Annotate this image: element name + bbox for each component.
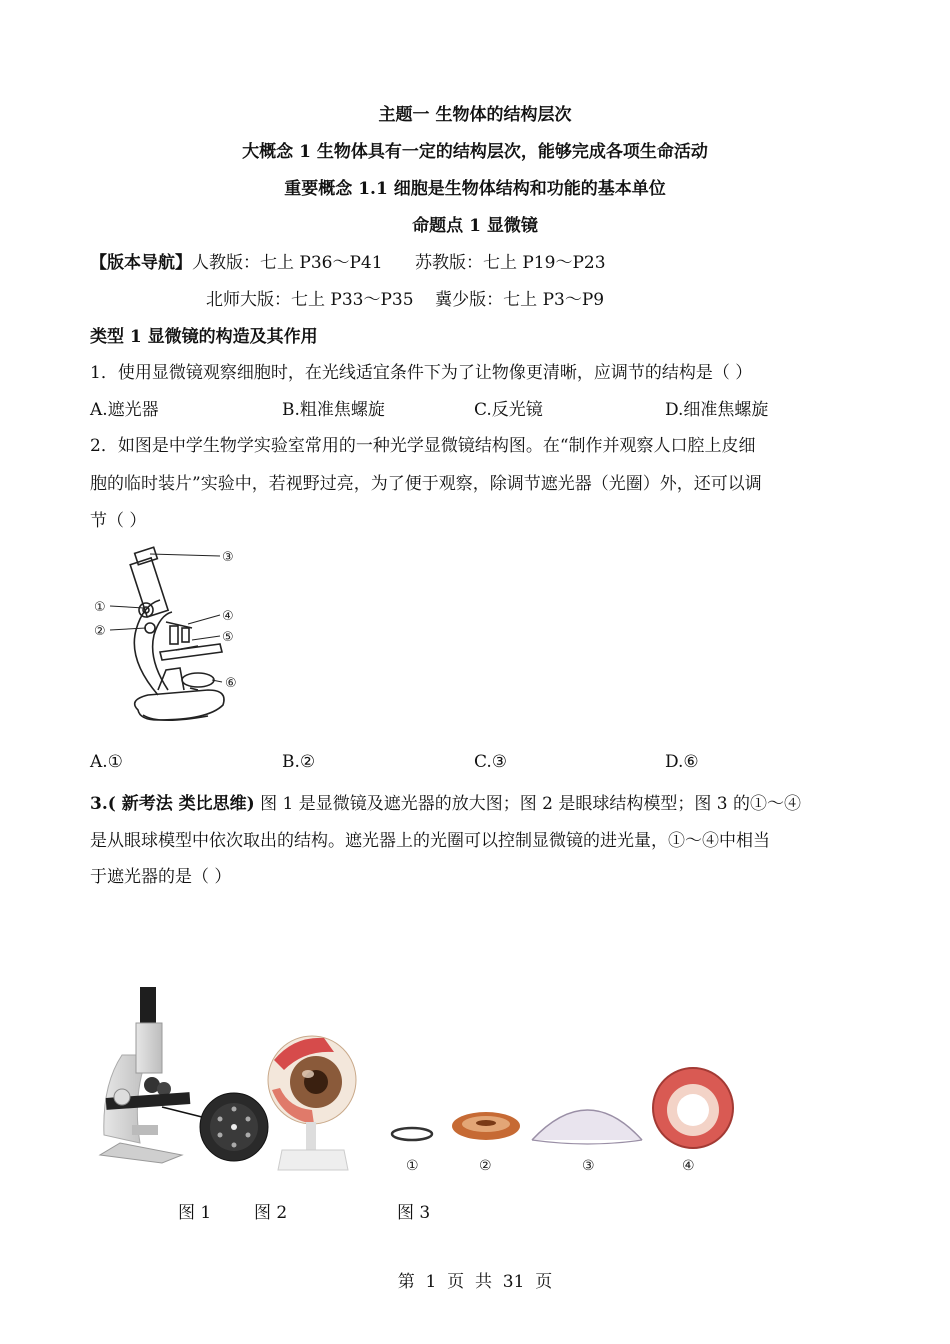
version-nav-label: 【版本导航】 xyxy=(90,253,192,273)
part-1-ring xyxy=(392,1128,432,1140)
diagram-label-6: ⑥ xyxy=(225,676,237,691)
fig3-label-4: ④ xyxy=(682,1158,695,1174)
microscope-diagram xyxy=(88,540,258,730)
diagram-label-3: ③ xyxy=(222,550,234,565)
q3-stem-text1: 图 1 是显微镜及遮光器的放大图；图 2 是眼球结构模型；图 3 的①～④ xyxy=(254,794,801,814)
q2-option-c: C.③ xyxy=(474,752,508,772)
type1-heading: 类型 1 显微镜的构造及其作用 xyxy=(90,327,318,347)
point-title: 命题点 1 显微镜 xyxy=(412,216,538,236)
page-footer: 第 1 页 共 31 页 xyxy=(397,1272,553,1292)
q1-option-b: B.粗准焦螺旋 xyxy=(282,400,385,420)
q1-option-d: D.细准焦螺旋 xyxy=(665,400,769,420)
q3-stem-line2: 是从眼球模型中依次取出的结构。遮光器上的光圈可以控制显微镜的进光量，①～④中相当 xyxy=(90,831,770,851)
figure1-caption: 图 1 xyxy=(178,1203,212,1223)
big-concept-title: 大概念 1 生物体具有一定的结构层次，能够完成各项生命活动 xyxy=(242,142,708,162)
q1-stem: 1．使用显微镜观察细胞时，在光线适宜条件下为了让物像更清晰，应调节的结构是（ ） xyxy=(90,363,753,383)
diagram-label-5: ⑤ xyxy=(222,630,234,645)
diagram-label-2: ② xyxy=(94,624,106,639)
figure2-eye-model-photo xyxy=(264,1030,364,1175)
topic-title: 主题一 生物体的结构层次 xyxy=(378,105,572,125)
part-2-iris xyxy=(452,1112,520,1140)
q3-prefix: 3.( 新考法 类比思维) xyxy=(90,794,255,814)
part-4-sclera xyxy=(653,1068,733,1148)
diagram-label-1: ① xyxy=(94,600,106,615)
q1-option-a: A.遮光器 xyxy=(90,400,159,420)
version-nav-line2: 北师大版：七上 P33～P35 冀少版：七上 P3～P9 xyxy=(206,290,605,310)
fig3-label-3: ③ xyxy=(582,1158,595,1174)
version-nav-text1: 人教版：七上 P36～P41 苏教版：七上 P19～P23 xyxy=(192,253,606,273)
q3-stem-line1 xyxy=(90,789,801,814)
part-3-cornea xyxy=(532,1110,642,1144)
version-nav-line1 xyxy=(90,248,606,273)
q2-option-a: A.① xyxy=(90,752,123,772)
figure3-eye-parts xyxy=(388,1060,748,1180)
q2-stem-line2: 胞的临时装片”实验中，若视野过亮，为了便于观察，除调节遮光器（光圈）外，还可以调 xyxy=(90,474,762,494)
fig3-label-1: ① xyxy=(406,1158,419,1174)
figure2-caption: 图 2 xyxy=(254,1203,288,1223)
fig3-label-2: ② xyxy=(479,1158,492,1174)
q1-option-c: C.反光镜 xyxy=(474,400,543,420)
figure1-microscope-photo xyxy=(92,985,272,1175)
q2-stem-line3: 节（ ） xyxy=(90,511,147,531)
q2-option-b: B.② xyxy=(282,752,316,772)
q3-stem-line3: 于遮光器的是（ ） xyxy=(90,867,232,887)
key-concept-title: 重要概念 1.1 细胞是生物体结构和功能的基本单位 xyxy=(284,179,666,199)
figure3-caption: 图 3 xyxy=(397,1203,431,1223)
q2-option-d: D.⑥ xyxy=(665,752,699,772)
q2-stem-line1: 2．如图是中学生物学实验室常用的一种光学显微镜结构图。在“制作并观察人口腔上皮细 xyxy=(90,436,756,456)
diagram-label-4: ④ xyxy=(222,609,234,624)
